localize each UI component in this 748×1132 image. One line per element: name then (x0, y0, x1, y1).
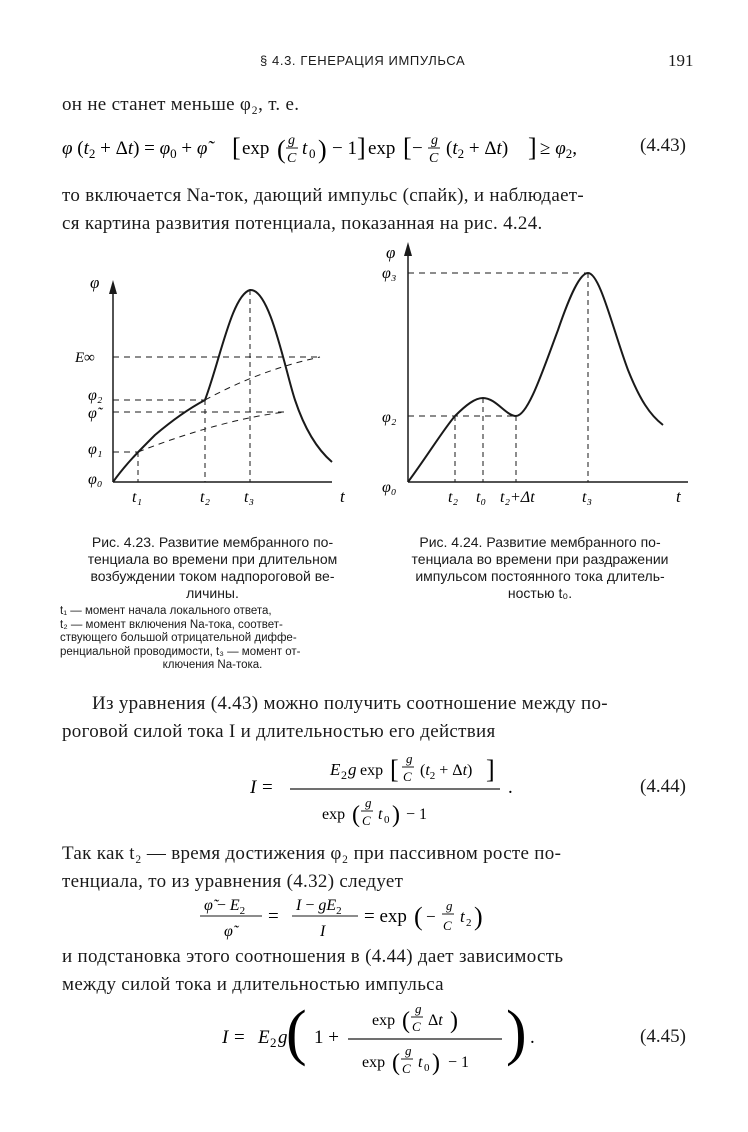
page-header (0, 48, 748, 70)
svg-text:]: ] (528, 133, 537, 162)
svg-text:exp: exp (368, 138, 396, 159)
x-axis-label: t (340, 487, 345, 506)
svg-text:(t2 + Δt): $(t_2 + \Delta t)$ (446, 138, 509, 161)
svg-text:≥ φ2,: ≥ $\varphi_2$, (540, 138, 577, 161)
svg-text:C: C (443, 918, 452, 933)
svg-text:]: ] (357, 133, 366, 162)
potential-curve (113, 290, 332, 482)
svg-text:C: C (429, 151, 439, 166)
svg-text:−: − (412, 138, 423, 159)
caption-4-24-line-2: тенциала во времени при раздражении (411, 551, 669, 567)
equation-relation-render (200, 892, 540, 942)
svg-text:t: t (460, 907, 465, 926)
page-number: 191 (668, 51, 694, 70)
svg-text:exp: exp (242, 138, 270, 159)
svg-text:(t2 + Δt): $(t_2 + \Delta t)$ (420, 762, 473, 782)
caption-4-23-note-5: ключения Na-тока. (162, 659, 263, 671)
svg-text:(: ( (402, 1008, 410, 1034)
svg-text:): ) (474, 902, 483, 931)
phi2-label: φ₂ (382, 409, 397, 426)
svg-text:0: 0 (309, 146, 316, 161)
svg-text:t: t (378, 806, 383, 823)
svg-text:g: g (415, 1001, 422, 1016)
phi-tilde-label: φ̃ (88, 405, 97, 422)
equation-4-43 (62, 128, 637, 168)
passive-curve-high (205, 357, 320, 400)
t2-label: t₂ (448, 489, 459, 506)
phi2-label: φ₂ (88, 387, 103, 404)
equation-number-4-45: (4.45) (640, 1026, 686, 1047)
svg-text:− 1: − 1 (448, 1054, 470, 1071)
svg-text:.: . (508, 777, 513, 798)
svg-text:2: 2 (341, 768, 347, 782)
caption-4-24 (385, 534, 695, 602)
y-axis-arrow (109, 280, 117, 294)
paragraph-3 (62, 690, 697, 746)
svg-text:=: = (268, 906, 279, 927)
t3-label: t₃ (244, 489, 255, 506)
phi1-label: φ₁ (88, 441, 103, 458)
paragraph-1: он не станет меньше φ₂, т. е. (62, 94, 300, 115)
svg-text:− 1: − 1 (406, 806, 428, 823)
phi0-label: φ₀ (88, 471, 103, 488)
paragraph-4 (62, 840, 697, 896)
y-axis-label: φ (386, 243, 396, 262)
svg-text:C: C (362, 813, 371, 828)
equation-number-4-44: (4.44) (640, 776, 686, 797)
paragraph-3-line-1: Из уравнения (4.43) можно получить соотношение между по- (92, 693, 608, 714)
figure-4-23 (60, 250, 370, 520)
t2dt-label: t₂+Δt (500, 489, 535, 506)
equation-4-43-render (62, 128, 637, 168)
svg-text:g: g (288, 133, 295, 148)
svg-text:C: C (412, 1019, 421, 1034)
svg-text:φ (t2 + Δt) = φ0 + φ̃: φ $(t_2 + \Delta t) = \varphi_0$ + φ̃ (62, 138, 208, 161)
section-title: § 4.3. ГЕНЕРАЦИЯ ИМПУЛЬСА (260, 53, 466, 68)
t2-label: t₂ (200, 489, 211, 506)
svg-text:2: 2 (466, 917, 472, 929)
svg-text:I: I (222, 1027, 229, 1048)
svg-text:): ) (450, 1008, 458, 1034)
t3-label: t₃ (582, 489, 593, 506)
equation-4-44 (250, 745, 520, 835)
e-inf-label: E∞ (75, 350, 95, 366)
equation-4-44-render (250, 745, 520, 835)
caption-4-24-line-4: ностью t₀. (507, 585, 573, 601)
svg-text:E: E (330, 760, 341, 779)
paragraph-5-line-1: и подстановка этого соотношения в (4.44) дает зависимость (62, 946, 564, 967)
svg-text:C: C (403, 769, 412, 784)
caption-4-23 (60, 534, 365, 673)
svg-text:exp: exp (372, 1012, 396, 1029)
svg-text:.: . (530, 1027, 535, 1048)
svg-text:I: I (250, 777, 257, 798)
svg-text:I − gE2: $I - gE_2$ (296, 897, 342, 917)
svg-text:φ̃: φ̃ (224, 923, 233, 940)
caption-4-23-note-3: ствующего большой отрицательной диффе- (60, 632, 297, 644)
svg-text:C: C (402, 1061, 411, 1076)
caption-4-23-line-2: тенциала во времени при длительном (87, 551, 338, 567)
equation-4-45-render (222, 995, 542, 1080)
caption-4-24-line-3: импульсом постоянного тока длитель- (415, 568, 665, 584)
t1-label: t₁ (132, 489, 143, 506)
svg-text:0: 0 (424, 1062, 430, 1074)
svg-text:1 +: 1 + (314, 1027, 339, 1048)
y-axis-arrow (404, 242, 412, 256)
figure-4-24-plot (378, 240, 708, 520)
phi3-label: φ₃ (382, 265, 397, 282)
svg-text:−: − (426, 907, 436, 926)
svg-text:[: [ (403, 133, 412, 162)
paragraph-3-line-2: роговой силой тока I и длительностью его действия (62, 721, 496, 742)
paragraph-5 (62, 943, 697, 999)
svg-text:g: g (278, 1027, 288, 1048)
caption-4-24-line-1: Рис. 4.24. Развитие мембранного по- (419, 534, 661, 550)
svg-text:[: [ (232, 133, 241, 162)
svg-text:= exp: = exp (364, 906, 407, 927)
svg-text:g: g (405, 1043, 412, 1058)
svg-text:φ̃ − E2: φ̃ − $E_2$ (204, 897, 246, 917)
svg-text:g: g (446, 898, 453, 913)
svg-text:=: = (234, 1027, 245, 1048)
svg-text:2: 2 (270, 1035, 277, 1050)
svg-text:(: ( (414, 902, 423, 931)
paragraph-4-line-2: тенциала, то из уравнения (4.32) следует (62, 871, 404, 892)
svg-text:exp: exp (360, 762, 384, 779)
svg-text:− 1: − 1 (332, 138, 357, 159)
svg-text:C: C (287, 151, 297, 166)
svg-text:Δt: Δt (428, 1012, 443, 1029)
svg-text:=: = (262, 777, 273, 798)
svg-text:): ) (506, 999, 527, 1067)
svg-text:exp: exp (362, 1054, 386, 1071)
figure-4-24 (378, 240, 708, 520)
paragraph-2-line-1: то включается Na-ток, дающий импульс (спайк), и наблюдает- (62, 185, 585, 206)
svg-text:t: t (302, 138, 308, 159)
caption-4-23-line-4: личины. (186, 585, 239, 601)
potential-curve (408, 273, 663, 482)
t0-label: t₀ (476, 489, 487, 506)
svg-text:(: ( (392, 1050, 400, 1076)
caption-4-23-note-4: ренциальной проводимости, t₃ — момент от- (60, 645, 301, 658)
svg-text:(: ( (277, 135, 286, 164)
svg-text:g: g (406, 751, 413, 766)
caption-4-23-line-3: возбуждении током надпороговой ве- (90, 568, 335, 584)
paragraph-2 (62, 182, 692, 238)
svg-text:(: ( (286, 999, 307, 1067)
svg-text:g: g (365, 795, 372, 810)
paragraph-2-line-2: ся картина развития потенциала, показанная на рис. 4.24. (62, 213, 543, 234)
svg-text:(: ( (352, 802, 360, 828)
y-axis-label: φ (90, 273, 100, 292)
svg-text:exp: exp (322, 806, 346, 823)
phi0-label: φ₀ (382, 479, 397, 496)
paragraph-4-line-1: Так как t₂ — время достижения φ₂ при пассивном росте по- (62, 843, 562, 864)
svg-text:): ) (392, 802, 400, 828)
equation-4-45 (222, 995, 542, 1080)
paragraph-5-line-2: между силой тока и длительностью импульса (62, 974, 444, 995)
equation-relation (200, 892, 540, 942)
figure-4-23-plot (60, 250, 370, 520)
caption-4-23-note-1: t₁ — момент начала локального ответа, (60, 605, 272, 617)
svg-text:I: I (320, 923, 326, 940)
svg-text:[: [ (390, 755, 399, 784)
caption-4-23-note-2: t₂ — момент включения Na-тока, соответ- (60, 618, 283, 631)
svg-text:): ) (432, 1050, 440, 1076)
svg-text:g: g (431, 133, 438, 148)
svg-text:]: ] (486, 755, 495, 784)
svg-text:E: E (258, 1027, 270, 1048)
svg-text:t: t (418, 1054, 423, 1071)
svg-text:0: 0 (384, 814, 390, 826)
svg-text:g: g (348, 760, 357, 779)
equation-number-4-43: (4.43) (640, 135, 686, 156)
caption-4-23-line-1: Рис. 4.23. Развитие мембранного по- (91, 534, 334, 550)
svg-text:): ) (318, 135, 327, 164)
x-axis-label: t (676, 487, 681, 506)
